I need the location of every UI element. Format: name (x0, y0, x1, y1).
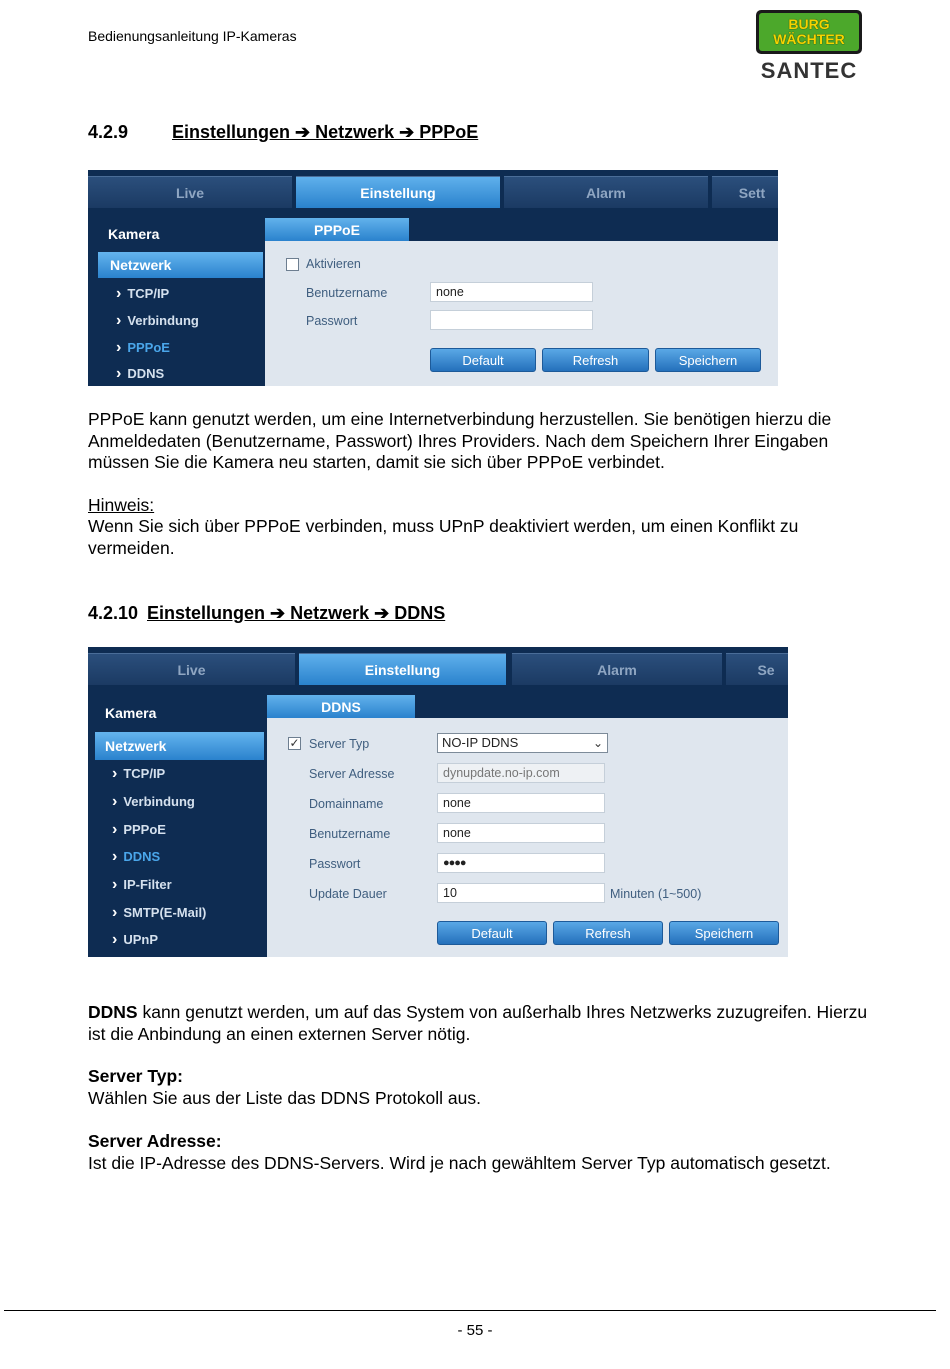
burg-waechter-santec-logo (756, 10, 862, 86)
tab-live[interactable]: Live (88, 653, 295, 685)
server-type-text: Wählen Sie aus der Liste das DDNS Protokoll aus. (88, 1088, 481, 1108)
hint-label: Hinweis: (88, 495, 155, 515)
password-label: Passwort (306, 314, 358, 328)
sidebar-item-upnp[interactable]: › UPnP (112, 931, 158, 949)
sidebar-header-kamera[interactable]: Kamera (108, 226, 160, 242)
section-heading-ddns (88, 603, 445, 624)
content-tab-ddns[interactable]: DDNS (267, 695, 415, 718)
sidebar-item-ddns[interactable]: › DDNS (116, 365, 164, 383)
sidebar-item-netzwerk[interactable]: Netzwerk (95, 732, 264, 760)
ddns-bold-term: DDNS (88, 1002, 138, 1022)
logo-line-2: WÄCHTER (773, 31, 845, 47)
sidebar-header-kamera[interactable]: Kamera (105, 705, 157, 721)
server-type-checkbox[interactable]: ✓ (289, 736, 300, 750)
username-label: Benutzername (306, 286, 388, 300)
domain-input[interactable]: none (437, 793, 605, 813)
server-type-label: Server Typ (309, 737, 370, 751)
sidebar (88, 685, 267, 957)
section-title: Einstellungen ➔ Netzwerk ➔ PPPoE (172, 122, 479, 142)
refresh-button[interactable]: Refresh (553, 921, 663, 945)
save-button[interactable]: Speichern (669, 921, 779, 945)
hint-text: Wenn Sie sich über PPPoE verbinden, muss UPnP deaktiviert werden, um einen Konflikt zu vermeiden. (88, 516, 799, 558)
password-label: Passwort (309, 857, 361, 871)
activate-label: Aktivieren (306, 257, 361, 271)
tab-settings-partial[interactable]: Se (726, 653, 788, 685)
refresh-button[interactable]: Refresh (542, 348, 649, 372)
pppoe-screenshot (88, 170, 778, 386)
sidebar-item-ip-filter[interactable]: › IP-Filter (112, 876, 172, 894)
server-address-input[interactable]: dynupdate.no-ip.com (437, 763, 605, 783)
tab-einstellung[interactable]: Einstellung (299, 653, 506, 685)
footer-divider (4, 1310, 936, 1311)
logo-line-1: BURG (788, 16, 830, 32)
page-number: - 55 - (457, 1322, 493, 1339)
server-type-select[interactable] (437, 733, 608, 753)
ddns-description-text: kann genutzt werden, um auf das System von außerhalb Ihres Netzwerks zuzugreifen. Hierzu ist die Anbindung an einen externen Server nötig. (88, 1002, 868, 1044)
sidebar-item-pppoe[interactable]: › PPPoE (112, 821, 166, 839)
content-tab-pppoe[interactable]: PPPoE (265, 218, 409, 241)
content-panel (267, 685, 788, 957)
sidebar (88, 208, 265, 386)
sidebar-item-ddns[interactable]: › DDNS (112, 848, 160, 866)
tab-live[interactable]: Live (88, 176, 292, 208)
username-label: Benutzername (309, 827, 391, 841)
ddns-description (88, 1002, 868, 1045)
password-input[interactable] (430, 310, 593, 330)
sidebar-item-smtp[interactable]: › SMTP(E-Mail) (112, 904, 206, 922)
content-panel (265, 208, 778, 386)
username-input[interactable]: none (437, 823, 605, 843)
update-label: Update Dauer (309, 887, 387, 901)
update-input[interactable]: 10 (437, 883, 605, 903)
chevron-down-icon: ⌄ (592, 736, 603, 750)
activate-checkbox[interactable] (286, 258, 299, 271)
server-type-heading: Server Typ: (88, 1066, 183, 1086)
tab-einstellung[interactable]: Einstellung (296, 176, 500, 208)
sidebar-item-netzwerk[interactable]: Netzwerk (98, 252, 263, 278)
sidebar-item-tcpip[interactable]: › TCP/IP (112, 765, 165, 783)
section-number: 4.2.9 (88, 122, 129, 142)
tab-alarm[interactable]: Alarm (512, 653, 722, 685)
sidebar-item-pppoe[interactable]: › PPPoE (116, 339, 170, 357)
logo-brand: SANTEC (760, 58, 858, 83)
server-address-label: Server Adresse (309, 767, 395, 781)
section-number: 4.2.10 (88, 603, 139, 623)
password-input[interactable]: ●●●● (437, 853, 605, 873)
default-button[interactable]: Default (437, 921, 547, 945)
section-heading-pppoe (88, 122, 478, 143)
server-type-value: NO-IP DDNS (442, 735, 519, 750)
default-button[interactable]: Default (430, 348, 536, 372)
username-input[interactable]: none (430, 282, 593, 302)
tab-alarm[interactable]: Alarm (504, 176, 708, 208)
logo-badge (756, 10, 862, 54)
tab-settings-partial[interactable]: Sett (712, 176, 778, 208)
sidebar-item-tcpip[interactable]: › TCP/IP (116, 285, 169, 303)
sidebar-item-verbindung[interactable]: › Verbindung (112, 793, 195, 811)
update-unit-label: Minuten (1~500) (610, 887, 702, 901)
section-title: Einstellungen ➔ Netzwerk ➔ DDNS (147, 603, 446, 623)
pppoe-description: PPPoE kann genutzt werden, um eine Internetverbindung herzustellen. Sie benötigen hierzu die Anmeldedaten (Benutzername, Passwort) Ihres Providers. Nach dem Speichern Ihrer Eingaben müssen Sie die Kamera neu starten, damit sie sich über PPPoE verbindet. (88, 409, 832, 472)
ddns-screenshot (88, 647, 788, 957)
sidebar-item-verbindung[interactable]: › Verbindung (116, 312, 199, 330)
server-address-heading: Server Adresse: (88, 1131, 222, 1151)
save-button[interactable]: Speichern (655, 348, 761, 372)
server-address-text: Ist die IP-Adresse des DDNS-Servers. Wird je nach gewähltem Server Typ automatisch gesetzt. (88, 1153, 831, 1173)
document-header-title: Bedienungsanleitung IP-Kameras (88, 28, 297, 44)
domain-label: Domainname (309, 797, 384, 811)
